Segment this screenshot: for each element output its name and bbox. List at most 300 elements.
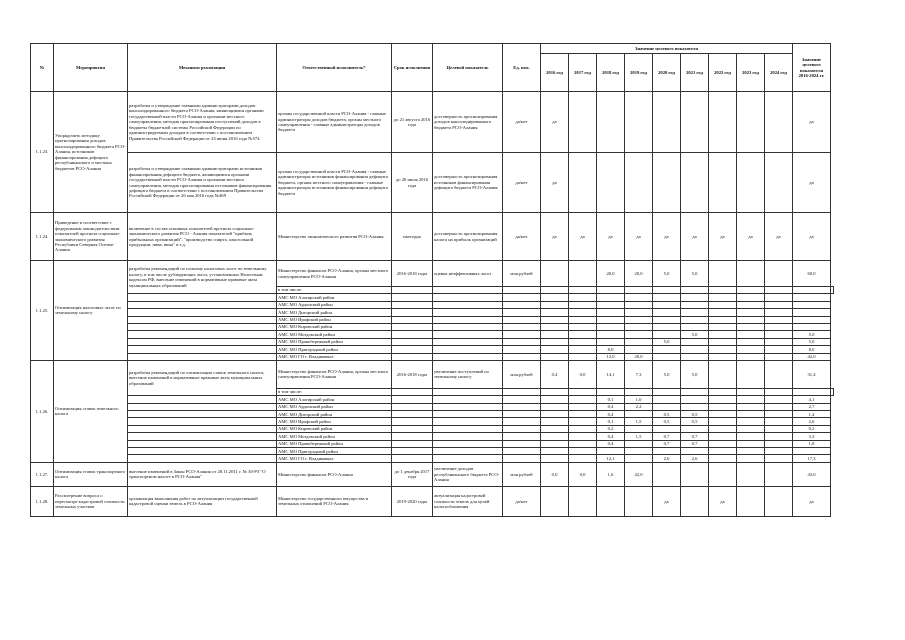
row-cell (128, 316, 277, 323)
row-cell (433, 448, 503, 455)
row-value (569, 418, 597, 425)
row-value (765, 323, 793, 330)
row-deadline: до 26 июля 2016 года (392, 153, 433, 213)
row-value: да (653, 486, 681, 516)
table-row (31, 455, 834, 462)
row-value (681, 309, 709, 316)
header-year: 2019 год (625, 54, 653, 92)
row-value: 0,5 (653, 411, 681, 418)
row-cell (433, 433, 503, 440)
row-cell (831, 388, 834, 395)
row-area-name: АМС МО Кировский район (277, 323, 392, 330)
row-cell (433, 323, 503, 330)
row-total (793, 294, 831, 301)
row-value (653, 294, 681, 301)
row-value (737, 309, 765, 316)
row-cell (625, 287, 653, 294)
header-year: 2018 год (597, 54, 625, 92)
header-values-group: Значение целевого показателя (541, 44, 793, 54)
row-value: да (681, 213, 709, 261)
row-cell (128, 411, 277, 418)
row-value (541, 331, 569, 338)
row-value: 0,4 (597, 411, 625, 418)
row-mechanism: разработка рекомендаций по полному налоговых льгот по земельному налогу, в том числе дублирующих льгот, установленных Налоговым кодексом РФ, внесение изменений в нормативные правовые акты муниципальных образований (128, 261, 277, 294)
row-value (597, 331, 625, 338)
table-row (31, 462, 834, 486)
table-row (31, 338, 834, 345)
row-value (765, 486, 793, 516)
row-value (569, 316, 597, 323)
row-mechanism: организация выполнения работ по актуализации государственной кадастровой оценки земель в РСО-Алания (128, 486, 277, 516)
row-value (541, 323, 569, 330)
row-value: 5,0 (653, 261, 681, 287)
row-value (765, 425, 793, 432)
row-cell (569, 287, 597, 294)
row-value (541, 433, 569, 440)
row-value (765, 455, 793, 462)
row-cell (433, 346, 503, 353)
row-cell (541, 388, 569, 395)
row-value: 20,0 (625, 261, 653, 287)
row-executor: Министерство финансов РСО-Алания, органы местного самоуправления РСО-Алания (277, 261, 392, 287)
row-value (709, 309, 737, 316)
row-cell (503, 455, 541, 462)
row-value (765, 396, 793, 403)
row-cell (128, 440, 277, 447)
table-row (31, 440, 834, 447)
row-value (569, 346, 597, 353)
row-total: 60,0 (793, 261, 831, 287)
row-value (597, 338, 625, 345)
table-row (31, 418, 834, 425)
row-value (569, 440, 597, 447)
row-event: Упорядочить методику прогнозирования доходов консолидированного бюджета РСО-Алания, источников финансирования дефицита республиканского и местных бюджетов РСО-Алания (54, 92, 128, 213)
row-cell (709, 287, 737, 294)
row-cell (503, 346, 541, 353)
row-cell (503, 448, 541, 455)
row-cell (569, 388, 597, 395)
header-num: № (31, 44, 54, 92)
table-row (31, 301, 834, 308)
row-value (541, 418, 569, 425)
row-unit: да/нет (503, 213, 541, 261)
row-value: 2,6 (653, 455, 681, 462)
row-cell (433, 403, 503, 410)
row-cell (503, 396, 541, 403)
row-area-name: АМС МО Алагирский район (277, 294, 392, 301)
row-value (709, 418, 737, 425)
row-cell (737, 287, 765, 294)
row-indicator: достоверность прогнозирования налога на прибыль организаций (433, 213, 503, 261)
row-cell (503, 440, 541, 447)
table-row (31, 316, 834, 323)
row-value (681, 346, 709, 353)
row-value (625, 486, 653, 516)
row-cell (433, 338, 503, 345)
row-event: Оптимизация налоговых льгот по земельному налогу (54, 261, 128, 361)
row-cell (503, 323, 541, 330)
row-total: 5,0 (793, 338, 831, 345)
row-value (653, 346, 681, 353)
row-indicator: увеличение доходов республиканского бюджета РСО-Алания (433, 462, 503, 486)
row-value: 0,7 (653, 433, 681, 440)
row-total: 42,0 (793, 353, 831, 360)
row-event: Приведение в соответствие с федеральным законодательством показателей прогноза социально-экономического развития Республики Северная Осетия-Алания (54, 213, 128, 261)
row-indicator: достоверность прогнозирования доходов консолидированного бюджета РСО-Алания (433, 92, 503, 153)
row-value (737, 353, 765, 360)
row-value (681, 403, 709, 410)
row-total (793, 301, 831, 308)
table-row (31, 411, 834, 418)
row-value (653, 316, 681, 323)
row-value (653, 448, 681, 455)
row-value (625, 448, 653, 455)
row-value (709, 316, 737, 323)
row-value: да (541, 92, 569, 153)
row-total (793, 323, 831, 330)
row-deadline: 2019-2020 годы (392, 486, 433, 516)
row-value (541, 338, 569, 345)
row-value (737, 433, 765, 440)
row-value (597, 316, 625, 323)
row-cell (831, 287, 834, 294)
row-value (765, 440, 793, 447)
row-cell (392, 294, 433, 301)
row-cell (433, 301, 503, 308)
row-value (569, 323, 597, 330)
table-row (31, 92, 834, 153)
row-value (709, 403, 737, 410)
row-value: 2,2 (625, 403, 653, 410)
header-year: 2022 год (709, 54, 737, 92)
row-executor: органы государственной власти РСО-Алания - главные администраторы источников финансирования дефицита бюджета, органы местного самоуправления - главные администраторы источников финансирования дефицита бюджета (277, 153, 392, 213)
row-cell (128, 353, 277, 360)
row-value (681, 448, 709, 455)
row-cell (392, 316, 433, 323)
table-row (31, 346, 834, 353)
row-value (681, 294, 709, 301)
row-total: 31,4 (793, 360, 831, 388)
row-cell (625, 388, 653, 395)
row-area-name: АМС МО Ирафский район (277, 418, 392, 425)
row-cell (503, 331, 541, 338)
row-total: 8,0 (793, 346, 831, 353)
row-cell (392, 338, 433, 345)
row-event: Оптимизация ставок транспортного налога (54, 462, 128, 486)
row-cell (128, 331, 277, 338)
row-value (737, 462, 765, 486)
row-total (793, 309, 831, 316)
row-executor: Министерство финансов РСО-Алания (277, 462, 392, 486)
row-value (765, 411, 793, 418)
row-area-name: АМС МО Ардонский район (277, 403, 392, 410)
row-value: 0,0 (569, 360, 597, 388)
row-cell (128, 396, 277, 403)
row-value (709, 360, 737, 388)
row-value (625, 440, 653, 447)
row-unit: млн.рублей (503, 261, 541, 287)
header-deadline: Срок исполнения (392, 44, 433, 92)
row-value (625, 425, 653, 432)
row-value: 0,5 (681, 418, 709, 425)
row-cell (392, 403, 433, 410)
row-cell (433, 396, 503, 403)
row-value (737, 396, 765, 403)
row-total: да (793, 92, 831, 153)
row-value (765, 261, 793, 287)
row-cell (681, 287, 709, 294)
row-value (541, 316, 569, 323)
row-value (709, 425, 737, 432)
row-cell (681, 388, 709, 395)
row-cell (392, 388, 433, 395)
row-cell (503, 294, 541, 301)
header-total: Значение целевого показателя 2016-2024 гг. (793, 44, 831, 92)
row-cell (709, 388, 737, 395)
row-cell (392, 455, 433, 462)
row-value: 14,1 (597, 360, 625, 388)
row-cell (128, 425, 277, 432)
row-value (625, 455, 653, 462)
row-value: 0,1 (597, 418, 625, 425)
row-value (765, 433, 793, 440)
row-executor: органы государственной власти РСО-Алания - главные администраторы доходов бюджета, органы местного самоуправления - главные администраторы доходов бюджета (277, 92, 392, 153)
row-value: 0,5 (681, 411, 709, 418)
row-value: 0,1 (597, 396, 625, 403)
row-total: 1,8 (793, 440, 831, 447)
row-value (653, 301, 681, 308)
row-value (709, 261, 737, 287)
row-mechanism: разработка рекомендаций по оптимизации ставок земельного налога, внесение изменений в нормативные правовые акты муниципальных образований (128, 360, 277, 395)
row-including-label: в том числе: (277, 388, 392, 395)
table-row (31, 323, 834, 330)
row-indicator: оценка неэффективных льгот (433, 261, 503, 287)
row-unit: да/нет (503, 153, 541, 213)
row-cell (503, 425, 541, 432)
row-unit: млн.рублей (503, 462, 541, 486)
row-value (765, 316, 793, 323)
row-cell (392, 323, 433, 330)
row-value (765, 353, 793, 360)
row-total: да (793, 486, 831, 516)
row-value (681, 323, 709, 330)
row-value (653, 425, 681, 432)
row-value: 5,0 (653, 338, 681, 345)
row-value (625, 411, 653, 418)
row-area-name: АМС МО Моздокский район (277, 331, 392, 338)
row-value: да (737, 213, 765, 261)
header-year: 2016 год (541, 54, 569, 92)
row-value (765, 301, 793, 308)
table-row (31, 403, 834, 410)
row-cell (392, 346, 433, 353)
row-cell (128, 323, 277, 330)
row-cell (128, 309, 277, 316)
row-value: 1,5 (625, 418, 653, 425)
row-num: 1.1.25. (31, 261, 54, 361)
row-value: да (709, 486, 737, 516)
row-value (541, 455, 569, 462)
row-cell (653, 287, 681, 294)
row-value (569, 261, 597, 287)
row-value: 8,0 (597, 346, 625, 353)
row-cell (128, 338, 277, 345)
header-mechanism: Механизм реализации (128, 44, 277, 92)
row-cell (793, 287, 831, 294)
row-cell (128, 448, 277, 455)
row-value: да (597, 213, 625, 261)
row-value (681, 353, 709, 360)
row-value: 1,5 (625, 433, 653, 440)
row-cell (597, 388, 625, 395)
row-event: Рассмотрение вопроса о пересмотре кадастровой стоимости земельных участков (54, 486, 128, 516)
row-value (737, 403, 765, 410)
row-value (597, 486, 625, 516)
header-executor: Ответственный исполнитель* (277, 44, 392, 92)
row-value (569, 403, 597, 410)
row-value (737, 346, 765, 353)
table-row (31, 309, 834, 316)
row-cell (433, 411, 503, 418)
row-cell (503, 411, 541, 418)
row-mechanism: разработка и утверждение главными администраторами доходов консолидированного бюджета РСО-Алания, являющимися органами государственной власти РСО-Алания и органами местного самоуправления, методик прогнозирования поступлений доходов в бюджеты бюджетной системы Российской Федерации по администрируемым доходам в соответствии с постановлением Правительства Российской Федерации от 23 июня 2016 года №574 (128, 92, 277, 153)
row-area-name: АМС МО Ирафский район (277, 316, 392, 323)
row-value (737, 323, 765, 330)
row-value: да (541, 213, 569, 261)
row-cell (392, 331, 433, 338)
row-area-name: АМС МО ГО г. Владикавказ (277, 353, 392, 360)
row-cell (433, 331, 503, 338)
row-cell (392, 448, 433, 455)
row-value: 0,2 (597, 425, 625, 432)
row-value (765, 346, 793, 353)
table-row (31, 153, 834, 213)
row-value: да (569, 213, 597, 261)
row-deadline: 2016-2018 годы (392, 261, 433, 287)
row-cell (765, 287, 793, 294)
row-value (541, 301, 569, 308)
row-value: 0,7 (653, 440, 681, 447)
row-total: 2,7 (793, 403, 831, 410)
row-value: 0,4 (597, 433, 625, 440)
table-row (31, 486, 834, 516)
row-cell (128, 433, 277, 440)
row-total: 4,1 (793, 396, 831, 403)
row-cell (392, 287, 433, 294)
row-total: 3,3 (793, 433, 831, 440)
row-cell (503, 338, 541, 345)
row-total: 17,3 (793, 455, 831, 462)
header-year: 2017 год (569, 54, 597, 92)
row-value: 7,3 (625, 360, 653, 388)
row-value: 5,0 (681, 331, 709, 338)
row-cell (597, 287, 625, 294)
row-value (709, 301, 737, 308)
row-cell (392, 411, 433, 418)
row-value (625, 338, 653, 345)
table-row (31, 294, 834, 301)
row-value (737, 448, 765, 455)
row-cell (503, 418, 541, 425)
row-value (653, 396, 681, 403)
row-mechanism: разработка и утверждение главными администраторами источников финансирования дефицита бюджета, являющимися органами государственной власти РСО-Алания и органами местного самоуправления, методик прогнозирования источников финансирования дефицита бюджета в соответствии с постановлением Правительства Российской Федерации от 26 мая 2016 года №469 (128, 153, 277, 213)
row-value: 0,7 (681, 440, 709, 447)
row-num: 1.1.28. (31, 486, 54, 516)
row-value (765, 309, 793, 316)
table-row (31, 396, 834, 403)
row-cell (433, 388, 503, 395)
row-cell (433, 425, 503, 432)
row-value (709, 396, 737, 403)
row-unit: да/нет (503, 92, 541, 153)
row-total (793, 448, 831, 455)
row-value: да (709, 213, 737, 261)
row-value (569, 294, 597, 301)
row-value (625, 301, 653, 308)
row-value (681, 301, 709, 308)
row-cell (128, 294, 277, 301)
row-value: 20,0 (597, 261, 625, 287)
row-value (569, 448, 597, 455)
row-value (681, 338, 709, 345)
row-value (765, 360, 793, 388)
row-cell (433, 316, 503, 323)
row-value (569, 353, 597, 360)
row-value (681, 486, 709, 516)
row-value (709, 455, 737, 462)
row-value (737, 331, 765, 338)
table-row (31, 353, 834, 360)
row-area-name: АМС МО Правобережный район (277, 440, 392, 447)
row-total: 0,2 (793, 425, 831, 432)
row-cell (503, 353, 541, 360)
row-value (569, 331, 597, 338)
row-value (737, 411, 765, 418)
row-cell (128, 455, 277, 462)
row-cell (503, 287, 541, 294)
row-value (569, 433, 597, 440)
header-event: Мероприятия (54, 44, 128, 92)
row-value (569, 425, 597, 432)
row-value (541, 294, 569, 301)
row-value (765, 338, 793, 345)
row-value (653, 403, 681, 410)
row-value: да (541, 153, 569, 213)
row-cell (392, 425, 433, 432)
row-value (709, 346, 737, 353)
row-value (737, 440, 765, 447)
row-executor: Министерство экономического развития РСО-Алания (277, 213, 392, 261)
row-value (597, 323, 625, 330)
row-value (709, 323, 737, 330)
row-value (569, 396, 597, 403)
row-value (737, 486, 765, 516)
row-value: 5,0 (653, 360, 681, 388)
row-value (569, 455, 597, 462)
row-value (569, 301, 597, 308)
row-value (625, 309, 653, 316)
row-cell (765, 388, 793, 395)
row-area-name: АМС МО Дигорский район (277, 309, 392, 316)
row-value: 42,0 (625, 462, 653, 486)
row-value (709, 448, 737, 455)
row-cell (392, 433, 433, 440)
row-cell (433, 294, 503, 301)
row-value (625, 294, 653, 301)
row-total: 43,0 (793, 462, 831, 486)
row-value (765, 418, 793, 425)
table-row (31, 331, 834, 338)
